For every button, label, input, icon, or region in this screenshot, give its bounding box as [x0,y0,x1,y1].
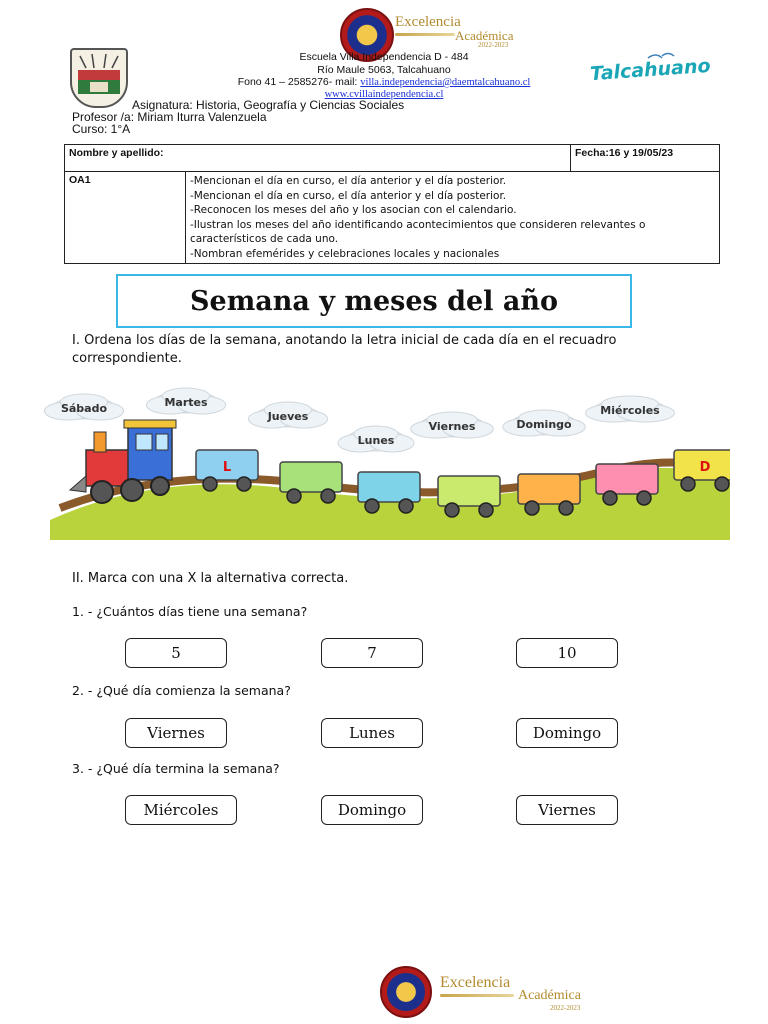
day-cloud [503,410,585,436]
footer-school-seal-logo [380,966,432,1018]
answer-option[interactable]: Domingo [321,795,423,825]
day-cloud-label: Domingo [516,418,572,431]
objectives-table [64,144,720,264]
day-cloud-label: Martes [164,396,208,409]
excellence-logo-line2: Académica [455,28,514,43]
talcahuano-logo [588,50,728,86]
talcahuano-logo-text: Talcahuano [589,54,712,86]
oa-line: -Mencionan el día en curso, el día anterior y el día posterior. [190,175,507,187]
oa-description [186,172,720,264]
school-name: Escuela Villa Independencia D - 484 [299,51,469,63]
oa-line: -Mencionan el día en curso, el día anterior y el día posterior. [190,189,507,202]
answer-option[interactable]: Viernes [125,718,227,748]
day-cloud [44,394,123,420]
answer-option[interactable]: Lunes [321,718,423,748]
excellence-logo-line1: Excelencia [395,14,461,30]
train-illustration [40,380,730,540]
date-field: Fecha:16 y 19/05/23 [571,145,720,172]
oa-row [65,172,720,264]
wagon-letter: L [222,460,232,475]
answer-option[interactable]: Miércoles [125,795,237,825]
oa-line: -Reconocen los meses del año y los asocian con el calendario. [190,204,517,216]
answer-option[interactable]: Domingo [516,718,618,748]
day-cloud [248,402,327,428]
day-cloud [146,388,225,414]
answer-option[interactable]: Viernes [516,795,618,825]
excellence-logo-years: 2022-2023 [478,41,509,49]
excellence-logo-swoosh [395,33,455,36]
question-2: 2. - ¿Qué día comienza la semana? [72,683,291,698]
section1-instruction-line1: I. Ordena los días de la semana, anotando la letra inicial de cada día en el recuadro [72,333,617,348]
train-svg [40,380,730,540]
page-title: Semana y meses del año [190,285,558,317]
answer-option[interactable]: 10 [516,638,618,668]
day-cloud [338,426,414,452]
day-cloud-label: Miércoles [600,404,660,417]
section2-instruction: II. Marca con una X la alternativa correcta. [72,571,349,586]
day-cloud [586,396,675,422]
phone-text: Fono 41 – 2585276- mail: [237,76,361,88]
day-cloud [411,412,493,438]
day-cloud-label: Viernes [428,420,476,433]
day-cloud-label: Jueves [267,410,309,423]
footer-excellence-years: 2022-2023 [550,1004,581,1012]
footer-excellence-line1: Excelencia [440,974,511,991]
title-box [116,274,632,328]
answer-option[interactable]: 7 [321,638,423,668]
name-row [65,145,720,172]
section1-instruction [72,332,616,368]
day-cloud-label: Lunes [357,434,395,447]
course-line: Curso: 1°A [72,122,131,136]
subject-line: Asignatura: Historia, Geografía y Ciencias Sociales [132,98,405,112]
email-link[interactable]: villa.independencia@daemtalcahuano.cl [360,77,531,88]
footer-excellence-swoosh [440,994,514,997]
section1-instruction-line2: correspondiente. [72,351,182,366]
question-3: 3. - ¿Qué día termina la semana? [72,761,280,776]
day-cloud-label: Sábado [60,402,108,415]
question-1: 1. - ¿Cuántos días tiene una semana? [72,604,308,619]
oa-line: -Nombran efemérides y celebraciones locales y nacionales [190,247,500,260]
footer-excellence-line2: Académica [518,988,581,1003]
teacher-line: Profesor /a: Miriam Iturra Valenzuela [72,110,267,124]
oa-line: -Ilustran los meses del año identificando acontecimientos que consideren relevantes o [190,218,646,231]
answer-option[interactable]: 5 [125,638,227,668]
school-address: Río Maule 5063, Talcahuano [317,64,451,76]
name-field[interactable]: Nombre y apellido: [65,145,571,172]
oa-line: característicos de cada uno. [190,233,339,245]
oa-label: OA1 [65,172,186,264]
website-link[interactable]: www.cvillaindependencia.cl [324,89,444,100]
wagon-letter: D [699,460,711,475]
locomotive-icon [70,420,176,503]
